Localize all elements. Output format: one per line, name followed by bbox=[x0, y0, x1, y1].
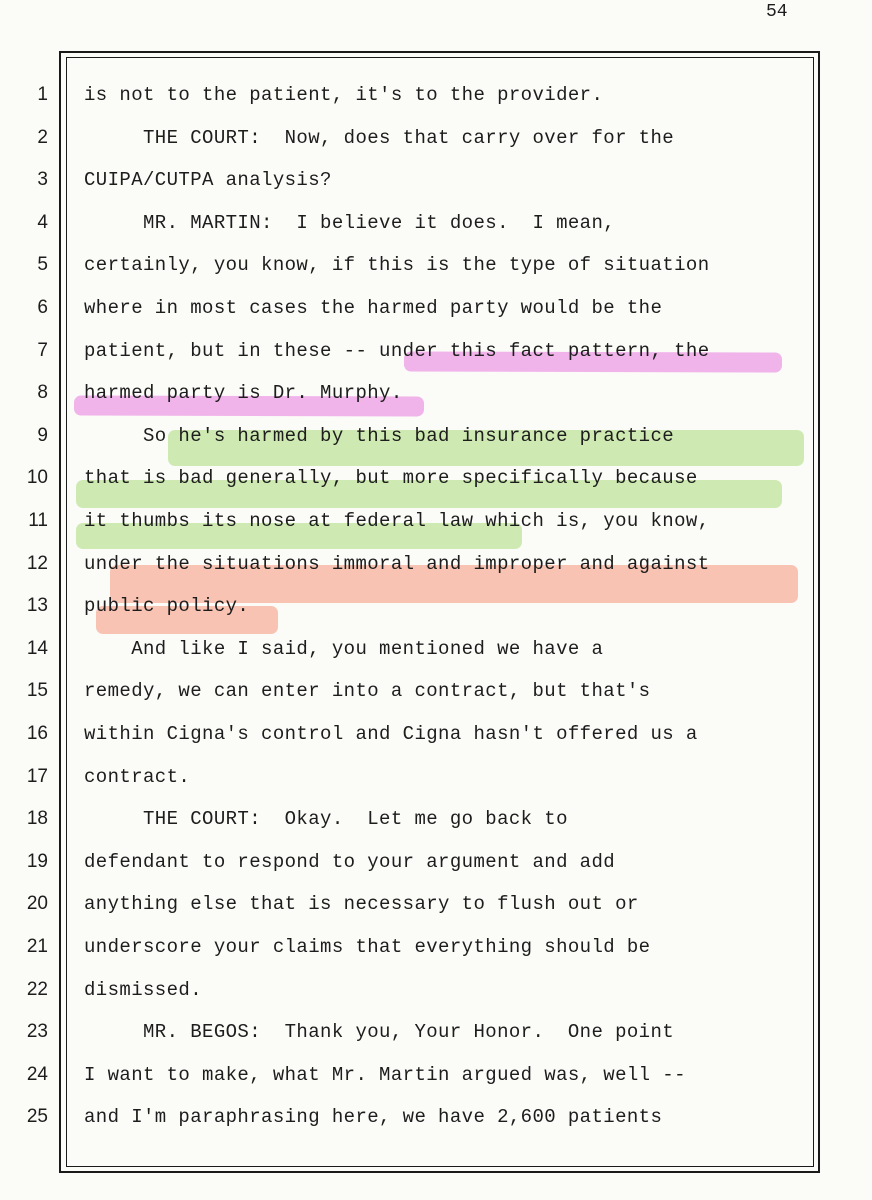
page-number: 54 bbox=[766, 2, 788, 22]
transcript-line: certainly, you know, if this is the type of situation bbox=[84, 254, 710, 276]
line-number: 3 bbox=[37, 169, 48, 190]
transcript-line: contract. bbox=[84, 766, 191, 788]
line-number: 21 bbox=[26, 936, 48, 957]
line-number: 17 bbox=[26, 766, 48, 787]
line-number: 16 bbox=[26, 723, 48, 744]
line-number: 22 bbox=[26, 979, 48, 1000]
line-number: 8 bbox=[37, 382, 48, 403]
transcript-line: defendant to respond to your argument and add bbox=[84, 851, 616, 873]
transcript-line: patient, but in these -- under this fact pattern, the bbox=[84, 340, 710, 362]
transcript-line: public policy. bbox=[84, 595, 250, 617]
line-number: 6 bbox=[37, 297, 48, 318]
transcript-line: remedy, we can enter into a contract, but that's bbox=[84, 680, 651, 702]
transcript-line: THE COURT: Okay. Let me go back to bbox=[84, 808, 568, 830]
transcript-line: where in most cases the harmed party would be the bbox=[84, 297, 663, 319]
line-number: 23 bbox=[26, 1021, 48, 1042]
transcript-line: anything else that is necessary to flush out or bbox=[84, 893, 639, 915]
line-number: 10 bbox=[26, 467, 48, 488]
line-number: 7 bbox=[37, 340, 48, 361]
transcript-line: I want to make, what Mr. Martin argued was, well -- bbox=[84, 1064, 686, 1086]
line-number: 1 bbox=[37, 84, 48, 105]
line-number: 9 bbox=[37, 425, 48, 446]
line-number: 24 bbox=[26, 1064, 48, 1085]
transcript-line: and I'm paraphrasing here, we have 2,600 patients bbox=[84, 1106, 663, 1128]
line-number: 14 bbox=[26, 638, 48, 659]
transcript-line: it thumbs its nose at federal law which is, you know, bbox=[84, 510, 710, 532]
transcript-line: And like I said, you mentioned we have a bbox=[84, 638, 604, 660]
line-number: 18 bbox=[26, 808, 48, 829]
transcript-line: CUIPA/CUTPA analysis? bbox=[84, 169, 332, 191]
line-number: 20 bbox=[26, 893, 48, 914]
transcript-line: under the situations immoral and improper and against bbox=[84, 553, 710, 575]
line-number: 15 bbox=[26, 680, 48, 701]
transcript-line: harmed party is Dr. Murphy. bbox=[84, 382, 403, 404]
line-number: 25 bbox=[26, 1106, 48, 1127]
transcript-line: dismissed. bbox=[84, 979, 203, 1001]
transcript-line: that is bad generally, but more specifically because bbox=[84, 467, 698, 489]
transcript-line: MR. MARTIN: I believe it does. I mean, bbox=[84, 212, 616, 234]
line-number: 11 bbox=[28, 510, 48, 531]
line-number: 19 bbox=[26, 851, 48, 872]
transcript-line: THE COURT: Now, does that carry over for the bbox=[84, 127, 675, 149]
transcript-line: underscore your claims that everything should be bbox=[84, 936, 651, 958]
line-number: 13 bbox=[26, 595, 48, 616]
line-number: 12 bbox=[26, 553, 48, 574]
line-number: 4 bbox=[37, 212, 48, 233]
transcript-line: So he's harmed by this bad insurance practice bbox=[84, 425, 675, 447]
transcript-line: within Cigna's control and Cigna hasn't offered us a bbox=[84, 723, 698, 745]
line-number: 2 bbox=[37, 127, 48, 148]
line-number: 5 bbox=[37, 254, 48, 275]
transcript-line: is not to the patient, it's to the provider. bbox=[84, 84, 604, 106]
transcript-line: MR. BEGOS: Thank you, Your Honor. One point bbox=[84, 1021, 675, 1043]
